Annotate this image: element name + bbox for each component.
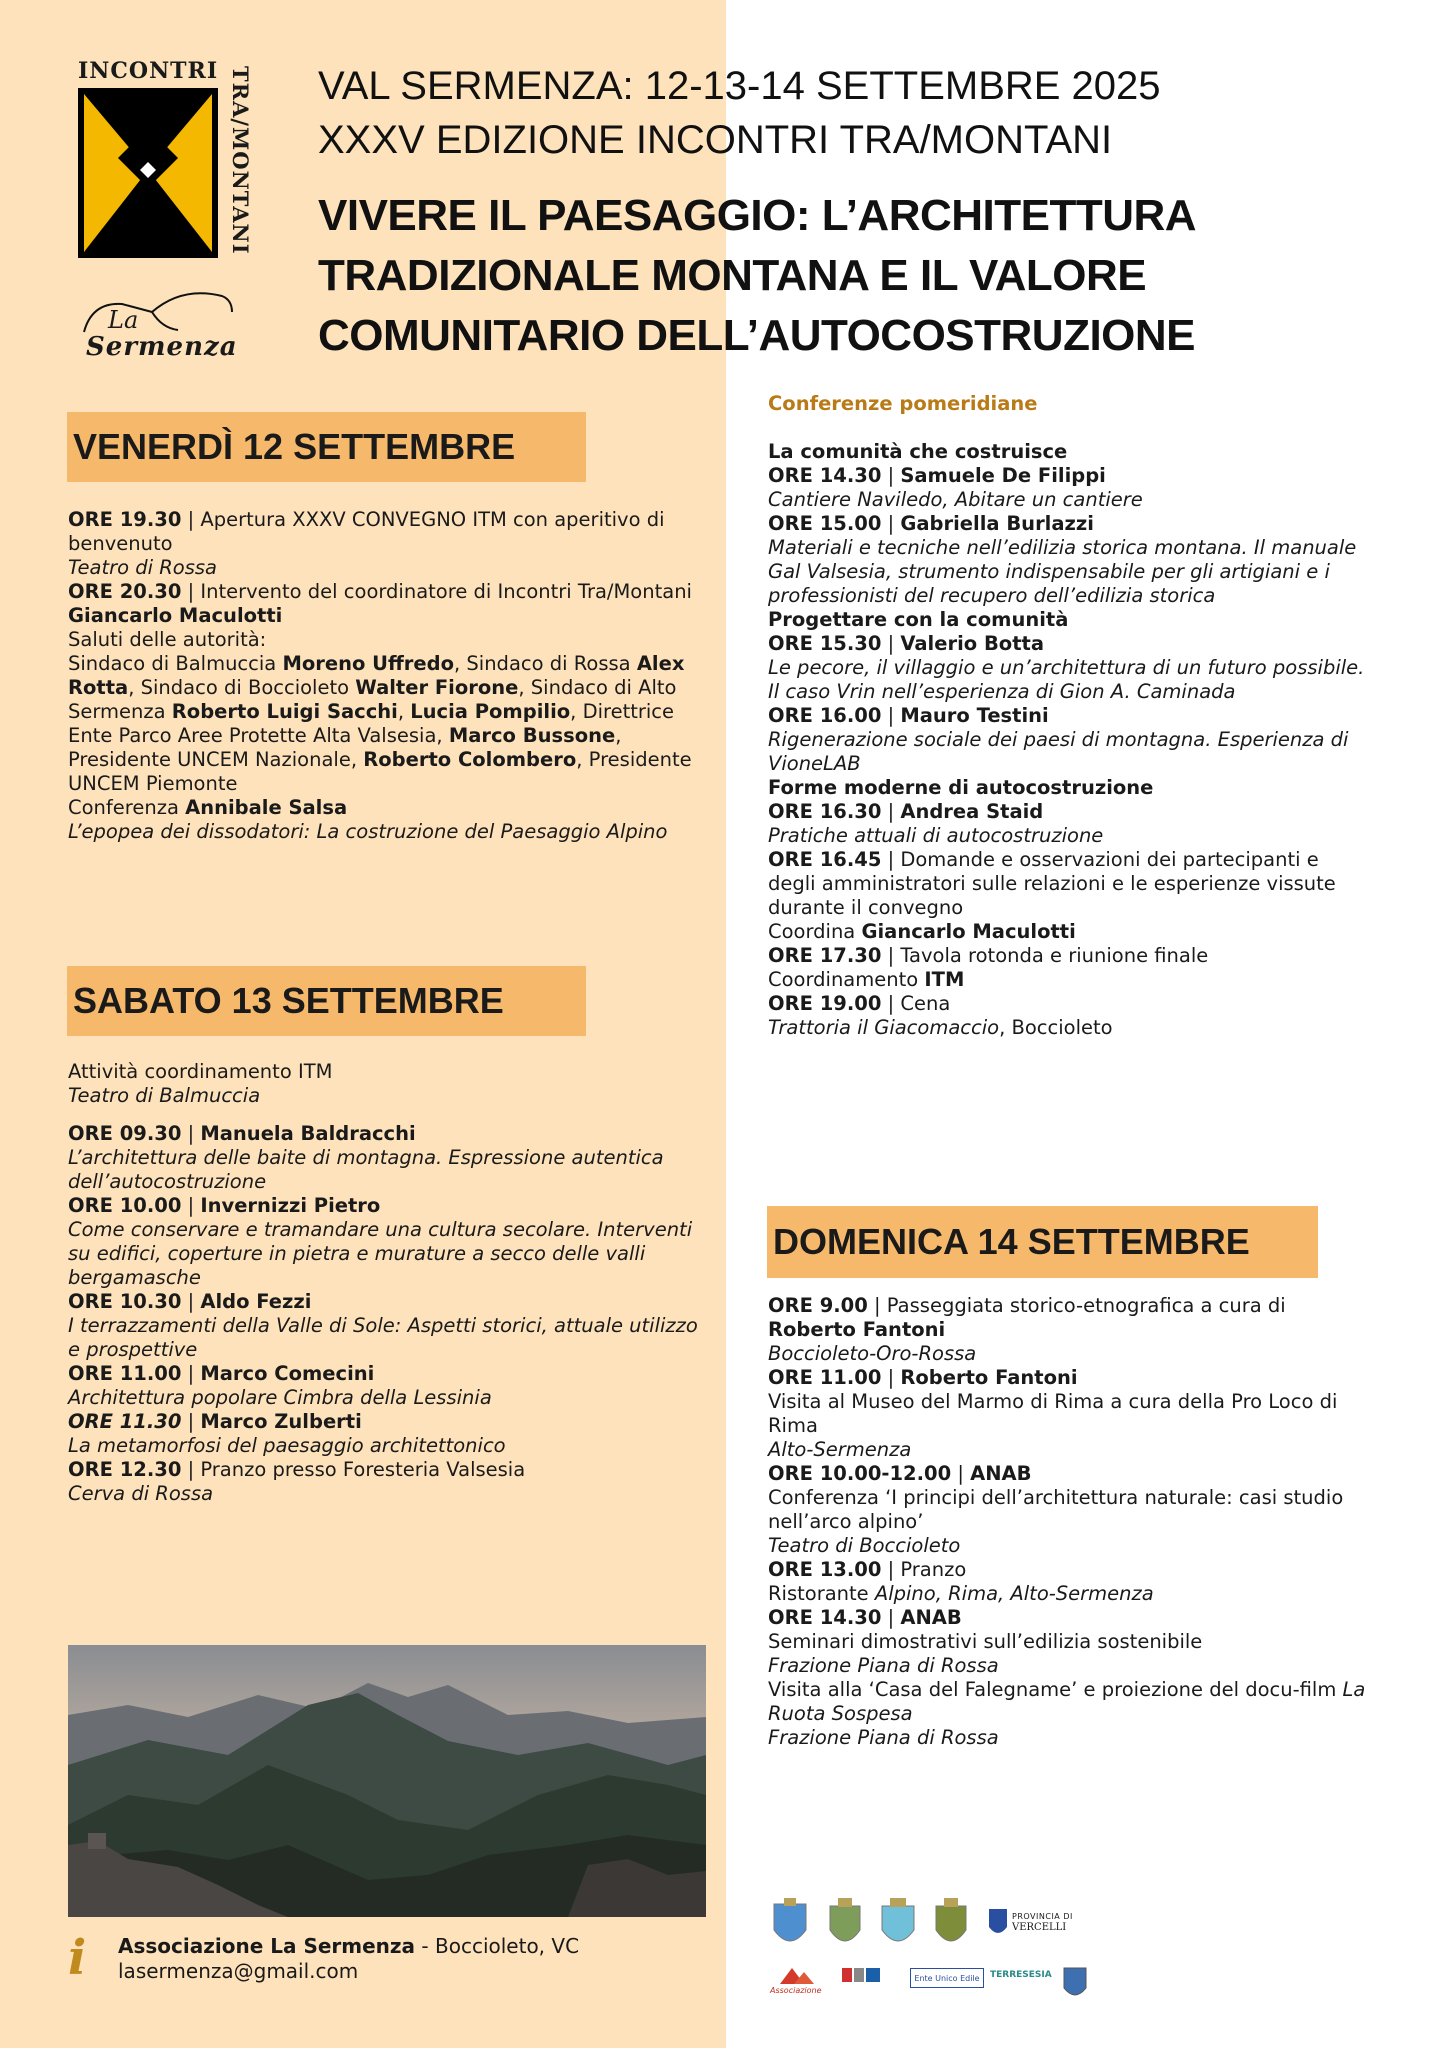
afternoon-event-8: ORE 19.00 | Cena Trattoria il Giacomaccio, Boccioleto: [768, 992, 1113, 1039]
sunday-event-4: ORE 13.00 | Pranzo Ristorante Alpino, Rima, Alto-Sermenza: [768, 1558, 1154, 1605]
provincia-vercelli-logo: [988, 1904, 1078, 1944]
sunday-schedule: [768, 1294, 1368, 1750]
friday-conference: Conferenza Annibale Salsa L’epopea dei dissodatori: La costruzione del Paesaggio Alpino: [68, 796, 668, 843]
saturday-activity: Attività coordinamento ITM Teatro di Balmuccia: [68, 1060, 333, 1107]
friday-heading: VENERDÌ 12 SETTEMBRE: [67, 412, 586, 482]
header-dates: VAL SERMENZA: 12-13-14 SETTEMBRE 2025: [318, 64, 1161, 108]
footer-location: - Boccioleto, VC: [421, 1934, 580, 1958]
sunday-event-1: ORE 9.00 | Passeggiata storico-etnografica a cura di Roberto Fantoni Boccioleto-Oro-Rossa: [768, 1294, 1286, 1365]
crest-icon: [882, 1898, 914, 1941]
info-icon: i: [68, 1930, 87, 1986]
afternoon-event-4: ORE 16.00 | Mauro Testini Rigenerazione sociale dei paesi di montagna. Esperienza di VioneLAB: [768, 704, 1349, 775]
logo-top-text: INCONTRI: [78, 58, 219, 84]
friday-event-1: ORE 19.30 | Apertura XXXV CONVEGNO ITM con aperitivo di benvenuto Teatro di Rossa: [68, 508, 665, 579]
vercelli-label: VERCELLI: [1012, 1922, 1067, 1933]
sermenza-name: Sermenza: [86, 332, 238, 362]
title-line-1: VIVERE IL PAESAGGIO: L’ARCHITETTURA: [318, 191, 1197, 240]
sunday-event-3: ORE 10.00-12.00 | ANAB Conferenza ‘I principi dell’architettura naturale: casi studio nell’arco alpino’ Teatro di Boccioleto: [768, 1462, 1344, 1557]
crest-icon: [774, 1898, 806, 1941]
afternoon-group-2: Progettare con la comunità ORE 15.30 | Valerio Botta Le pecore, il villaggio e un’architettura di un futuro possibile. Il caso Vrin nell’esperienza di Gion A. Caminada: [768, 608, 1365, 703]
title-line-3: COMUNITARIO DELL’AUTOCOSTRUZIONE: [318, 311, 1196, 360]
afternoon-event-6: ORE 16.45 | Domande e osservazioni dei partecipanti e degli amministratori sulle relazioni e le esperienze vissute durante il convegno Coordina Giancarlo Maculotti: [768, 848, 1336, 943]
crest-icon: [936, 1898, 966, 1941]
friday-event-2: ORE 20.30 | Intervento del coordinatore di Incontri Tra/Montani Giancarlo Maculotti: [68, 580, 692, 627]
footer-contact: [118, 1934, 579, 1984]
terresesia-logo: TERRESESIA: [990, 1970, 1052, 1980]
logo-side-text: TRA/MONTANI: [228, 66, 253, 255]
saturday-heading: SABATO 13 SETTEMBRE: [67, 966, 586, 1036]
header-edition: XXXV EDIZIONE INCONTRI TRA/MONTANI: [318, 118, 1113, 162]
afternoon-group-1: La comunità che costruisce ORE 14.30 | Samuele De Filippi Cantiere Naviledo, Abitare un cantiere: [768, 440, 1143, 511]
afternoon-event-2: ORE 15.00 | Gabriella Burlazzi Materiali e tecniche nell’edilizia storica montana. Il manuale Gal Valsesia, strumento indispensabile per gli artigiani e i professionisti del recupero dell’edilizia storica: [768, 512, 1357, 607]
provincia-label: PROVINCIA DI: [1012, 1912, 1073, 1921]
saturday-event-4: ORE 11.00 | Marco Comecini Architettura popolare Cimbra della Lessinia: [68, 1362, 492, 1409]
friday-saluti: Saluti delle autorità: Sindaco di Balmuccia Moreno Uffredo, Sindaco di Rossa Alex Rotta, Sindaco di Boccioleto Walter Fiorone, Sindaco di Alto Sermenza Roberto Luigi Sacchi, Lucia Pompilio, Direttrice Ente Parco Aree Protette Alta Valsesia, Marco Bussone, Presidente UNCEM Nazionale, Roberto Colombero, Presidente UNCEM Piemonte: [68, 628, 692, 795]
afternoon-heading: Conferenze pomeridiane: [768, 392, 1038, 415]
sunday-event-5: ORE 14.30 | ANAB Seminari dimostrativi sull’edilizia sostenibile Frazione Piana di Rossa: [768, 1606, 1203, 1677]
footer-email[interactable]: lasermenza@gmail.com: [118, 1959, 359, 1983]
ente-unico-edile-logo: Ente Unico Edile: [910, 1968, 984, 1988]
sunday-heading: DOMENICA 14 SETTEMBRE: [767, 1206, 1318, 1278]
sermenza-logo: [82, 282, 242, 362]
logo-emblem: [78, 88, 218, 258]
crest-icon: [830, 1898, 860, 1941]
afternoon-event-7: ORE 17.30 | Tavola rotonda e riunione finale Coordinamento ITM: [768, 944, 1209, 991]
sunday-event-2: ORE 11.00 | Roberto Fantoni Visita al Museo del Marmo di Rima a cura della Pro Loco di Rima Alto-Sermenza: [768, 1366, 1338, 1461]
friday-schedule: [68, 508, 706, 844]
saturday-event-1: ORE 09.30 | Manuela Baldracchi L’architettura delle baite di montagna. Espressione autentica dell’autocostruzione: [68, 1122, 664, 1193]
saturday-event-2: ORE 10.00 | Invernizzi Pietro Come conservare e tramandare una cultura secolare. Interventi su edifici, coperture in pietra e murature a secco delle valli bergamasche: [68, 1194, 693, 1289]
title-line-2: TRADIZIONALE MONTANA E IL VALORE: [318, 251, 1147, 300]
afternoon-group-3: Forme moderne di autocostruzione ORE 16.30 | Andrea Staid Pratiche attuali di autocostruzione: [768, 776, 1154, 847]
saturday-event-6: ORE 12.30 | Pranzo presso Foresteria Valsesia Cerva di Rossa: [68, 1458, 526, 1505]
saturday-event-3: ORE 10.30 | Aldo Fezzi I terrazzamenti della Valle di Sole: Aspetti storici, attuale utilizzo e prospettive: [68, 1290, 698, 1361]
saturday-schedule: [68, 1060, 706, 1506]
patron-logos-row-2: [770, 1962, 1100, 2010]
landscape-photo: [68, 1645, 706, 1917]
footer-org: Associazione La Sermenza: [118, 1934, 416, 1958]
page-title: [318, 186, 1196, 366]
assoc-label: Associazione: [770, 1986, 822, 1995]
sermenza-la: La: [108, 306, 139, 334]
sunday-event-6: Visita alla ‘Casa del Falegname’ e proiezione del docu-film La Ruota Sospesa Frazione Piana di Rossa: [768, 1678, 1366, 1749]
saturday-event-5: ORE 11.30 | Marco Zulberti La metamorfosi del paesaggio architettonico: [68, 1410, 506, 1457]
afternoon-schedule: [768, 392, 1368, 1040]
